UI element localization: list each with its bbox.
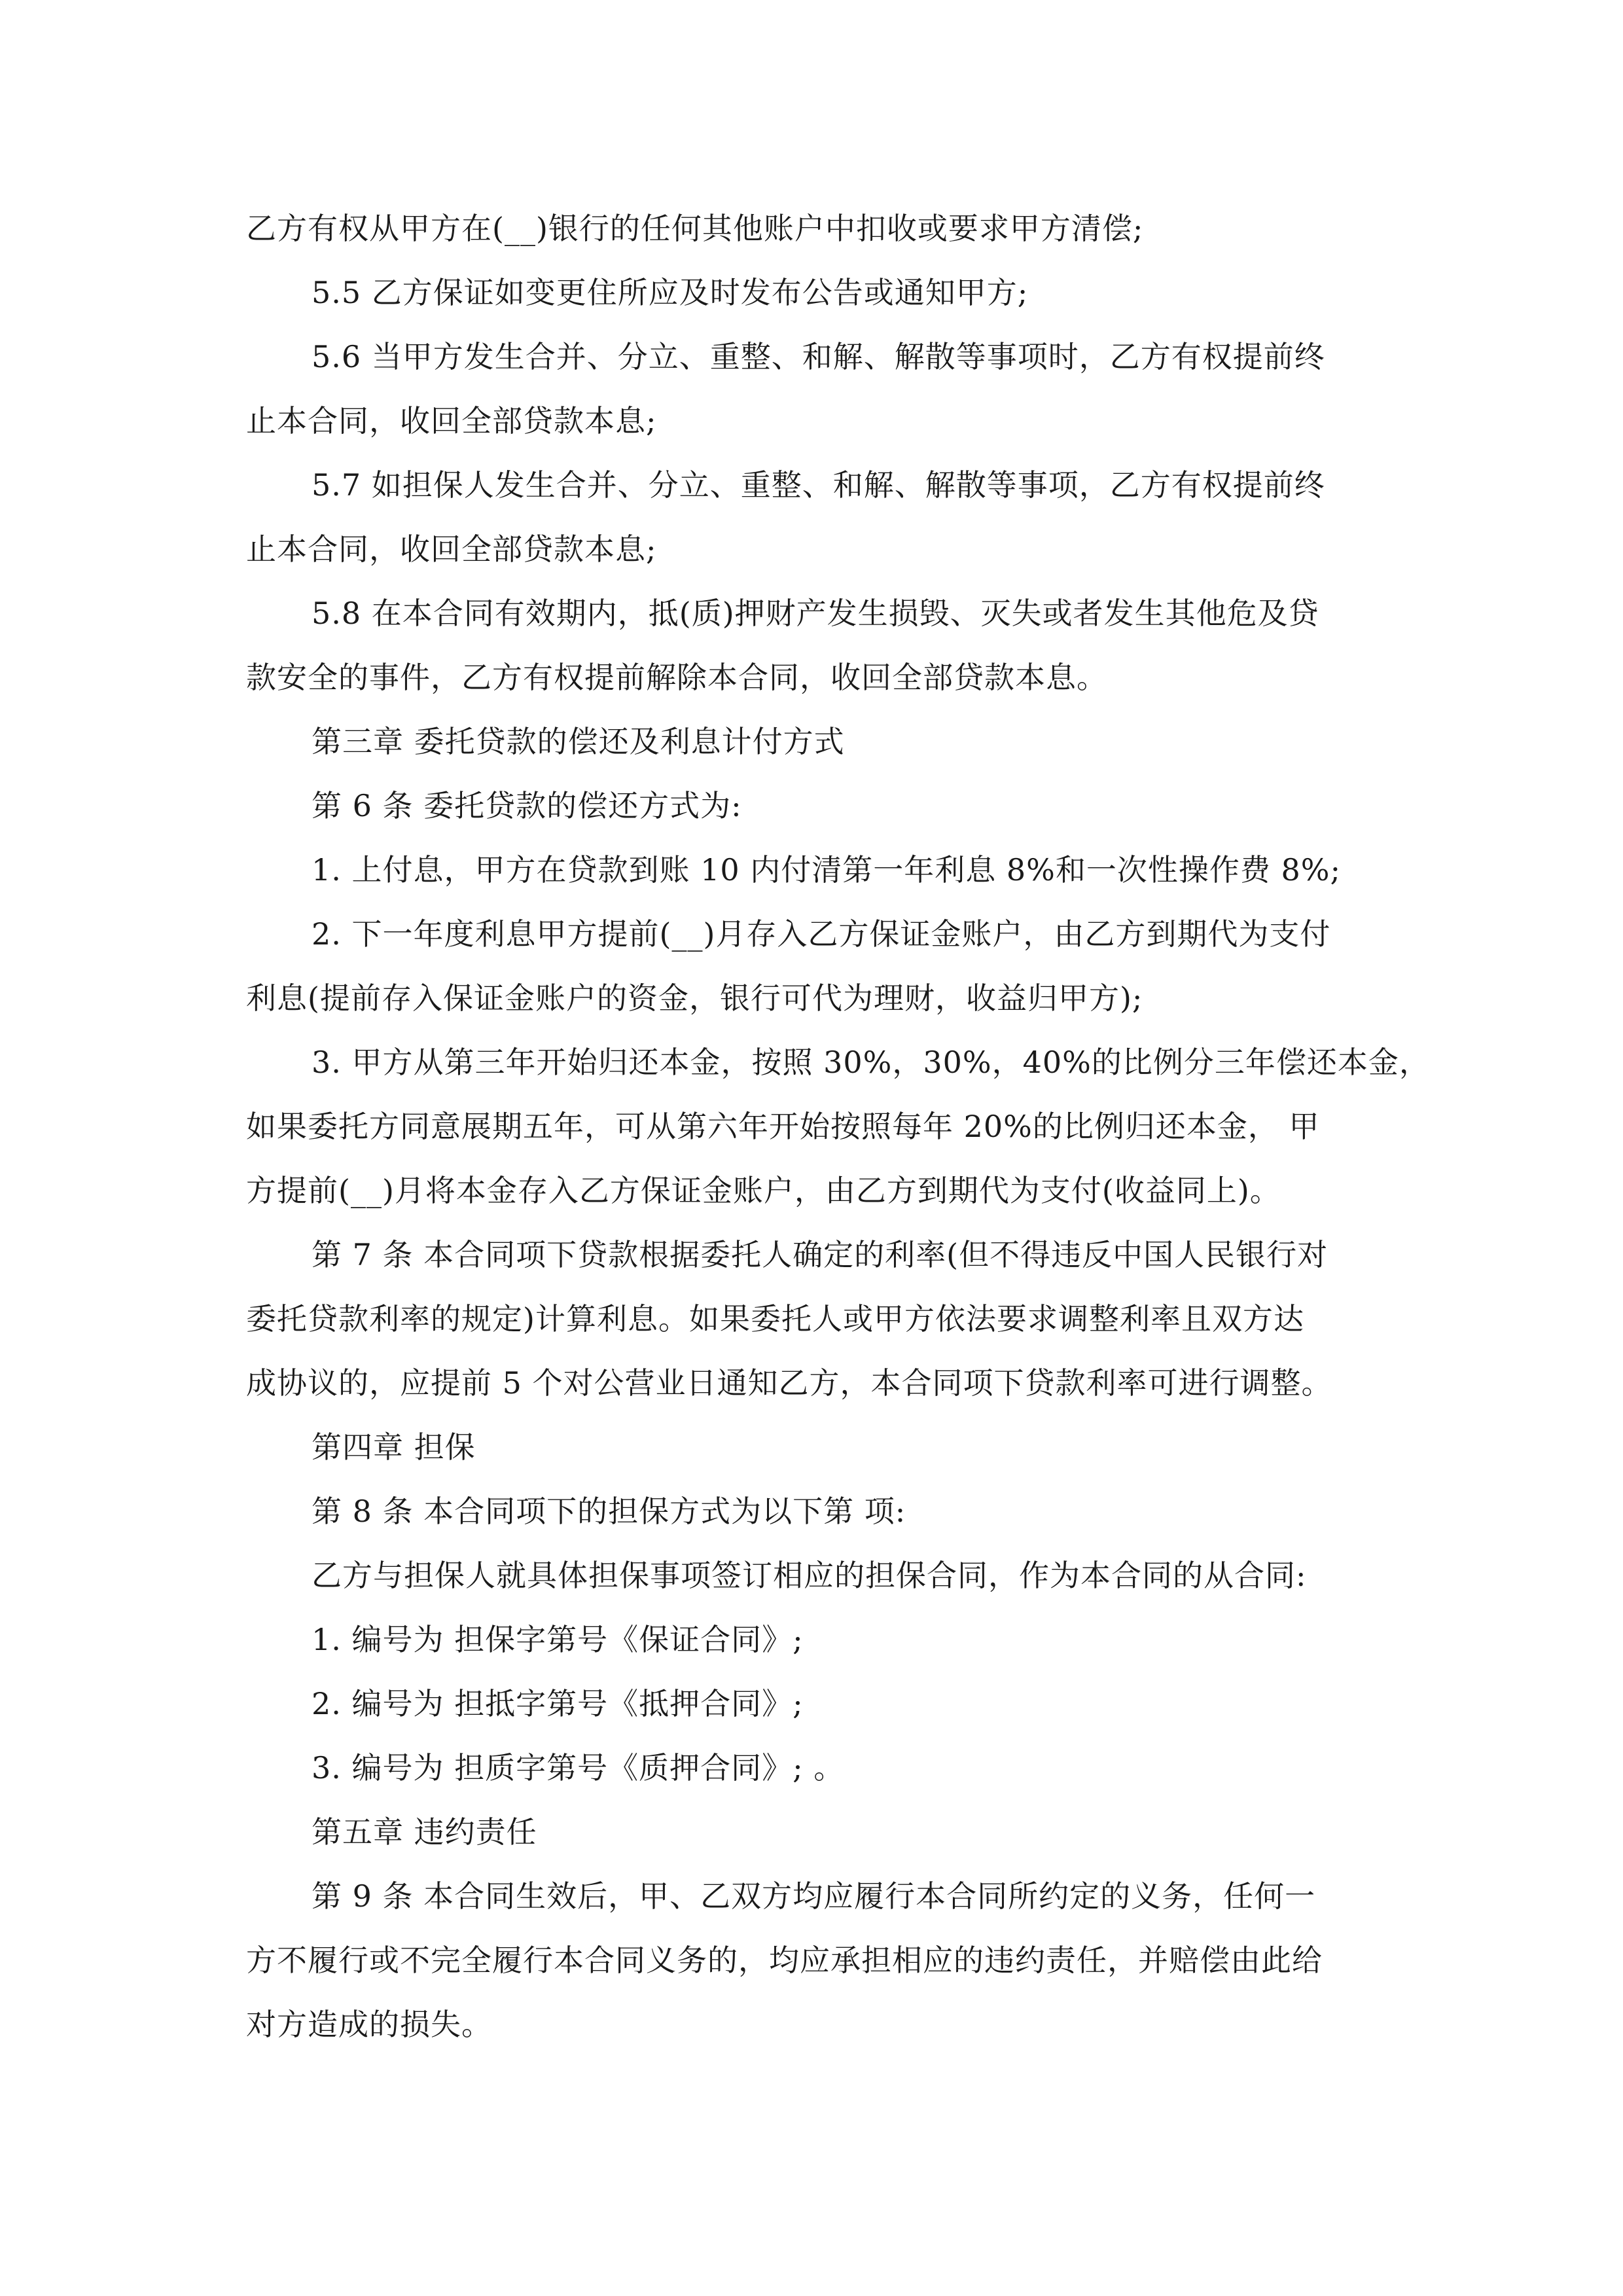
text-line: 对方造成的损失。 [246, 2007, 492, 2042]
clause-5-5: 5.5 乙方保证如变更住所应及时发布公告或通知甲方; [312, 275, 1029, 310]
clause-5-7: 5.7 如担保人发生合并、分立、重整、和解、解散等事项，乙方有权提前终 [312, 467, 1325, 503]
chapter-3-heading: 第三章 委托贷款的偿还及利息计付方式 [312, 724, 845, 759]
article-6-item-1: 1. 上付息，甲方在贷款到账 10 内付清第一年利息 8%和一次性操作费 8%; [312, 852, 1341, 888]
text-line: 止本合同，收回全部贷款本息; [246, 403, 657, 439]
guarantee-item-1: 1. 编号为 担保字第号《保证合同》; [312, 1622, 804, 1657]
article-6-item-2: 2. 下一年度利息甲方提前(__)月存入乙方保证金账户，由乙方到期代为支付 [312, 916, 1331, 952]
chapter-4-heading: 第四章 担保 [312, 1429, 476, 1465]
text-line: 委托贷款利率的规定)计算利息。如果委托人或甲方依法要求调整利率且双方达 [246, 1301, 1304, 1336]
article-7: 第 7 条 本合同项下贷款根据委托人确定的利率(但不得违反中国人民银行对 [312, 1237, 1329, 1272]
article-8: 第 8 条 本合同项下的担保方式为以下第 项: [312, 1494, 906, 1529]
text-line: 方不履行或不完全履行本合同义务的，均应承担相应的违约责任，并赔偿由此给 [246, 1943, 1323, 1978]
article-6-item-3: 3. 甲方从第三年开始归还本金，按照 30%，30%，40%的比例分三年偿还本金， [312, 1045, 1430, 1080]
guarantee-item-3: 3. 编号为 担质字第号《质押合同》; 。 [312, 1750, 845, 1785]
clause-5-6: 5.6 当甲方发生合并、分立、重整、和解、解散等事项时，乙方有权提前终 [312, 339, 1325, 374]
document-body [246, 196, 1430, 2056]
article-8-text: 乙方与担保人就具体担保事项签订相应的担保合同，作为本合同的从合同: [312, 1558, 1307, 1593]
text-line: 止本合同，收回全部贷款本息; [246, 531, 657, 567]
article-6: 第 6 条 委托贷款的偿还方式为: [312, 788, 742, 823]
text-line: 利息(提前存入保证金账户的资金，银行可代为理财，收益归甲方); [246, 980, 1143, 1016]
chapter-5-heading: 第五章 违约责任 [312, 1814, 537, 1850]
text-line: 如果委托方同意展期五年，可从第六年开始按照每年 20%的比例归还本金， 甲 [246, 1109, 1320, 1144]
text-line: 方提前(__)月将本金存入乙方保证金账户，由乙方到期代为支付(收益同上)。 [246, 1173, 1281, 1208]
text-line: 乙方有权从甲方在(__)银行的任何其他账户中扣收或要求甲方清偿; [246, 211, 1144, 246]
guarantee-item-2: 2. 编号为 担抵字第号《抵押合同》; [312, 1686, 804, 1721]
clause-5-8: 5.8 在本合同有效期内，抵(质)押财产发生损毁、灭失或者发生其他危及贷 [312, 596, 1319, 631]
article-9: 第 9 条 本合同生效后，甲、乙双方均应履行本合同所约定的义务，任何一 [312, 1878, 1316, 1914]
text-line: 成协议的，应提前 5 个对公营业日通知乙方，本合同项下贷款利率可进行调整。 [246, 1365, 1332, 1401]
text-line: 款安全的事件，乙方有权提前解除本合同，收回全部贷款本息。 [246, 660, 1107, 695]
